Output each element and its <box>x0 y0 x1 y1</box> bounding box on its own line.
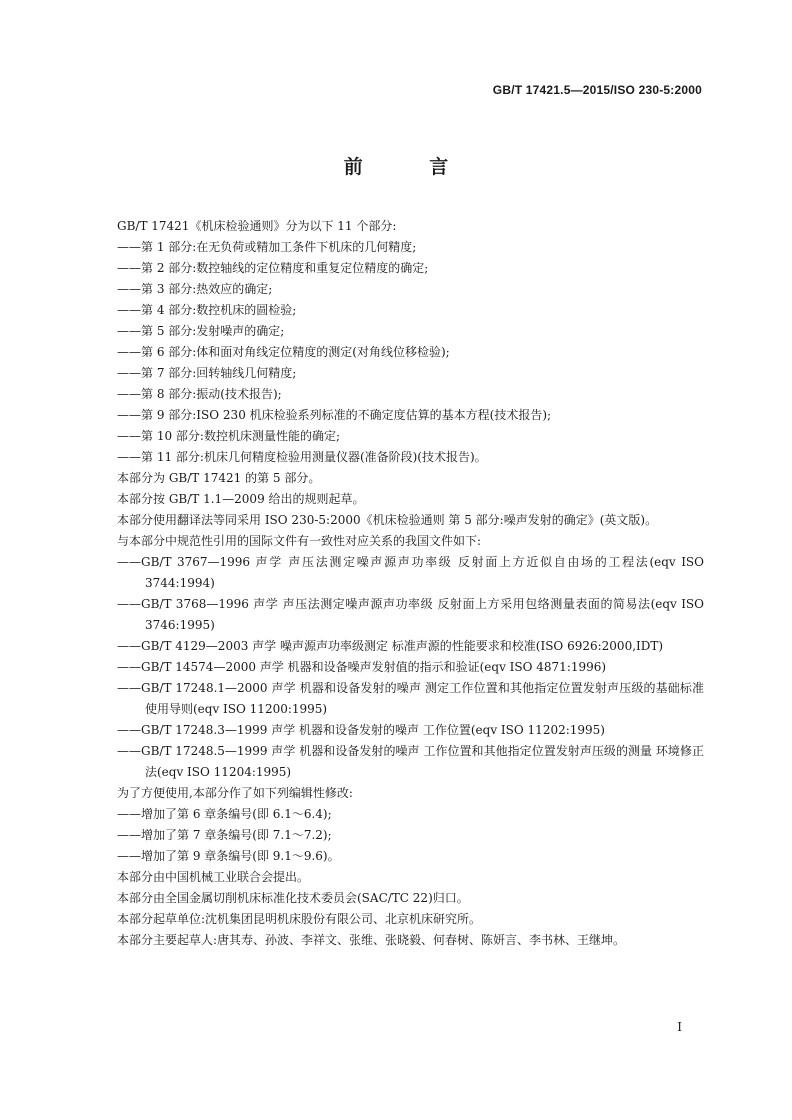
list-item: ——第 6 部分:体和面对角线定位精度的测定(对角线位移检验); <box>117 345 450 359</box>
list-item: ——第 8 部分:振动(技术报告); <box>117 387 282 401</box>
page-number: I <box>677 1020 682 1034</box>
list-item: ——第 5 部分:发射噪声的确定; <box>117 324 285 338</box>
list-item: ——第 4 部分:数控机床的圆检验; <box>117 303 297 317</box>
list-item: ——增加了第 9 章条编号(即 9.1～9.6)。 <box>117 849 340 863</box>
list-item: ——第 3 部分:热效应的确定; <box>117 282 273 296</box>
list-item: ——GB/T 3767—1996 声学 声压法测定噪声源声功率级 反射面上方近似自由场的工程法(eqv ISO 3744:1994) <box>117 555 704 590</box>
list-item: ——GB/T 17248.3—1999 声学 机器和设备发射的噪声 工作位置(eqv ISO 11202:1995) <box>117 723 605 737</box>
list-item: ——第 7 部分:回转轴线几何精度; <box>117 366 297 380</box>
parts-list <box>90 237 704 468</box>
list-item: ——第 9 部分:ISO 230 机床检验系列标准的不确定度估算的基本方程(技术报告); <box>117 408 552 422</box>
page-title: 前 言 <box>343 156 479 178</box>
list-item: ——增加了第 6 章条编号(即 6.1～6.4); <box>117 807 332 821</box>
list-item: ——第 10 部分:数控机床测量性能的确定; <box>117 429 340 443</box>
paragraph: 本部分起草单位:沈机集团昆明机床股份有限公司、北京机床研究所。 <box>117 912 482 926</box>
list-item: ——GB/T 14574—2000 声学 机器和设备噪声发射值的指示和验证(eqv ISO 4871:1996) <box>117 660 607 674</box>
paragraph: 本部分主要起草人:唐其寿、孙波、李祥文、张维、张晓毅、何春树、陈妍言、李书林、王继坤。 <box>117 933 626 947</box>
intro-paragraph: GB/T 17421《机床检验通则》分为以下 11 个部分: <box>117 219 397 233</box>
list-item: ——GB/T 3768—1996 声学 声压法测定噪声源声功率级 反射面上方采用包络测量表面的简易法(eqv ISO 3746:1995) <box>117 597 704 632</box>
list-item: ——第 1 部分:在无负荷或精加工条件下机床的几何精度; <box>117 240 417 254</box>
paragraph: 与本部分中规范性引用的国际文件有一致性对应关系的我国文件如下: <box>117 534 482 548</box>
references-list <box>90 552 704 783</box>
list-item: ——增加了第 7 章条编号(即 7.1～7.2); <box>117 828 332 842</box>
list-item: ——第 2 部分:数控轴线的定位精度和重复定位精度的确定; <box>117 261 429 275</box>
standard-number-header: GB/T 17421.5—2015/ISO 230-5:2000 <box>492 83 702 97</box>
paragraph: 为了方便使用,本部分作了如下列编辑性修改: <box>117 786 353 800</box>
list-item: ——GB/T 17248.1—2000 声学 机器和设备发射的噪声 测定工作位置和其他指定位置发射声压级的基础标准使用导则(eqv ISO 11200:1995) <box>117 681 704 716</box>
edits-list <box>90 804 704 867</box>
paragraph: 本部分为 GB/T 17421 的第 5 部分。 <box>117 471 321 485</box>
paragraph: 本部分使用翻译法等同采用 ISO 230-5:2000《机床检验通则 第 5 部分:噪声发射的确定》(英文版)。 <box>117 513 658 527</box>
paragraph: 本部分按 GB/T 1.1—2009 给出的规则起草。 <box>117 492 365 506</box>
list-item: ——第 11 部分:机床几何精度检验用测量仪器(准备阶段)(技术报告)。 <box>117 450 487 464</box>
list-item: ——GB/T 17248.5—1999 声学 机器和设备发射的噪声 工作位置和其他指定位置发射声压级的测量 环境修正法(eqv ISO 11204:1995) <box>117 744 704 779</box>
list-item: ——GB/T 4129—2003 声学 噪声源声功率级测定 标准声源的性能要求和校准(ISO 6926:2000,IDT) <box>117 639 664 653</box>
paragraph: 本部分由中国机械工业联合会提出。 <box>117 870 310 884</box>
foreword-body <box>90 216 704 951</box>
paragraph: 本部分由全国金属切削机床标准化技术委员会(SAC/TC 22)归口。 <box>117 891 469 905</box>
